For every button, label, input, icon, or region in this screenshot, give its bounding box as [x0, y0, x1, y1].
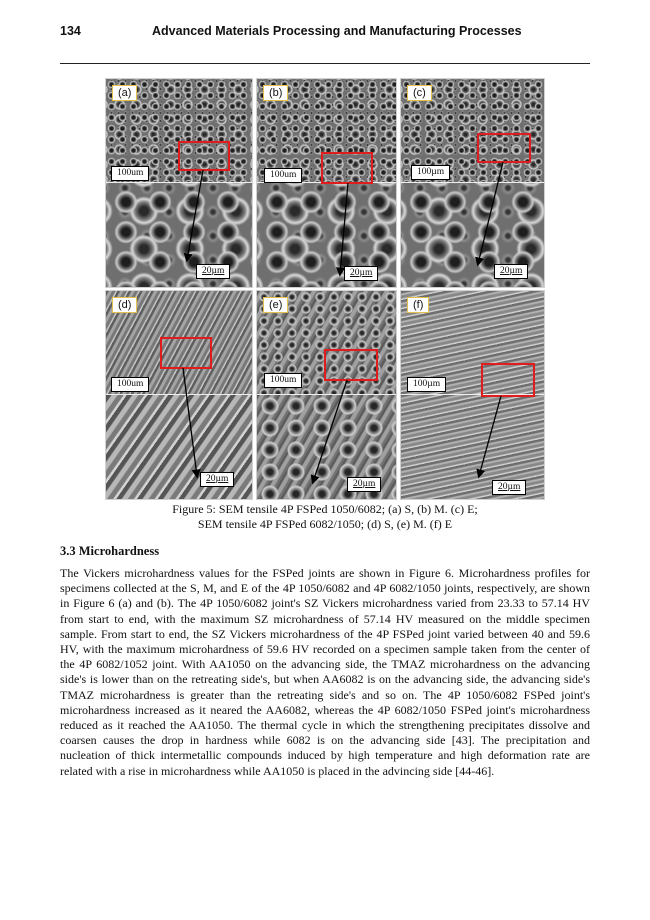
scale-bar-20: 20µm	[347, 477, 381, 492]
caption-line-2: SEM tensile 4P FSPed 6082/1050; (d) S, (e) M. (f) E	[197, 516, 453, 531]
sem-panel-b	[256, 78, 397, 288]
scale-bar-20: 20µm	[200, 472, 234, 487]
panel-label: (e)	[263, 297, 288, 313]
running-header	[60, 24, 590, 44]
body-paragraph: The Vickers microhardness values for the FSPed joints are shown in Figure 6. Microhardness profiles for specimens collected at the S, M, and E of the 4P 1050/6082 and 4P 6082/1050 joints, respectively, are shown in Figure 6 (a) and (b). The 4P 1050/6082 joint's SZ Vickers microhardness varied from 23.33 to 57.14 HV from start to end, with the maximum SZ microhardness of 57.14 HV measured on the middle specimen sample. From start to end, the SZ Vickers microhardness of the 4P FSPed joint varied between 40 and 59.6 HV, with the maximum microhardness of 59.6 HV recorded on a specimen sample taken from the center of the 4P 6082/1052 joint. With AA1050 on the advancing side, the TMAZ microhardness on the advancing side's is lower than on the retreating side's, but when AA6082 is on the advancing side, the advancing side's TMAZ microhardness is greater than the retreating side's and so on. The 4P 1050/6082 FSPed joint's microhardness increased as it neared the AA6082, whereas the 4P 6082/1050 FSPed joint's microhardness reduced as it reached the AA1050. The thermal cycle in which the strengthening precipitates dissolve and coarsen causes the drop in hardness while 6082 is on the advancing side [43]. The precipitation and nucleation of thick intermetallic compounds induced by high temperature and high deformation rate are related with a rise in microhardness while AA1050 is placed in the advincing side [44-46].	[60, 566, 590, 778]
sem-panel-f	[400, 290, 545, 500]
scale-bar-20: 20µm	[494, 264, 528, 279]
panel-label: (c)	[407, 85, 432, 101]
zoom-region-box	[321, 152, 373, 184]
book-title: Advanced Materials Processing and Manufacturing Processes	[152, 24, 522, 38]
scale-bar-20: 20µm	[196, 264, 230, 279]
figure-caption	[60, 502, 590, 531]
page-number: 134	[60, 24, 81, 38]
scale-bar-100: 100µm	[407, 377, 446, 392]
panel-label: (f)	[407, 297, 429, 313]
sem-figure	[105, 78, 545, 500]
panel-label: (b)	[263, 85, 288, 101]
zoom-region-box	[324, 349, 378, 381]
panel-label: (d)	[112, 297, 137, 313]
panel-label: (a)	[112, 85, 137, 101]
scale-bar-20: 20µm	[344, 266, 378, 281]
scale-bar-20: 20µm	[492, 480, 526, 495]
zoom-region-box	[481, 363, 535, 397]
scale-bar-100: 100µm	[411, 165, 450, 180]
zoom-region-box	[160, 337, 212, 369]
sem-panel-d	[105, 290, 253, 500]
caption-line-1: Figure 5: SEM tensile 4P FSPed 1050/6082; (a) S, (b) M. (c) E;	[172, 502, 478, 516]
scale-bar-100: 100um	[264, 373, 302, 388]
scale-bar-100: 100um	[264, 168, 302, 183]
sem-panel-e	[256, 290, 397, 500]
sem-panel-c	[400, 78, 545, 288]
header-rule	[60, 63, 590, 64]
zoom-region-box	[178, 141, 230, 171]
scale-bar-100: 100um	[111, 166, 149, 181]
scale-bar-100: 100um	[111, 377, 149, 392]
zoom-region-box	[477, 133, 531, 163]
sem-panel-a	[105, 78, 253, 288]
section-heading: 3.3 Microhardness	[60, 544, 160, 558]
